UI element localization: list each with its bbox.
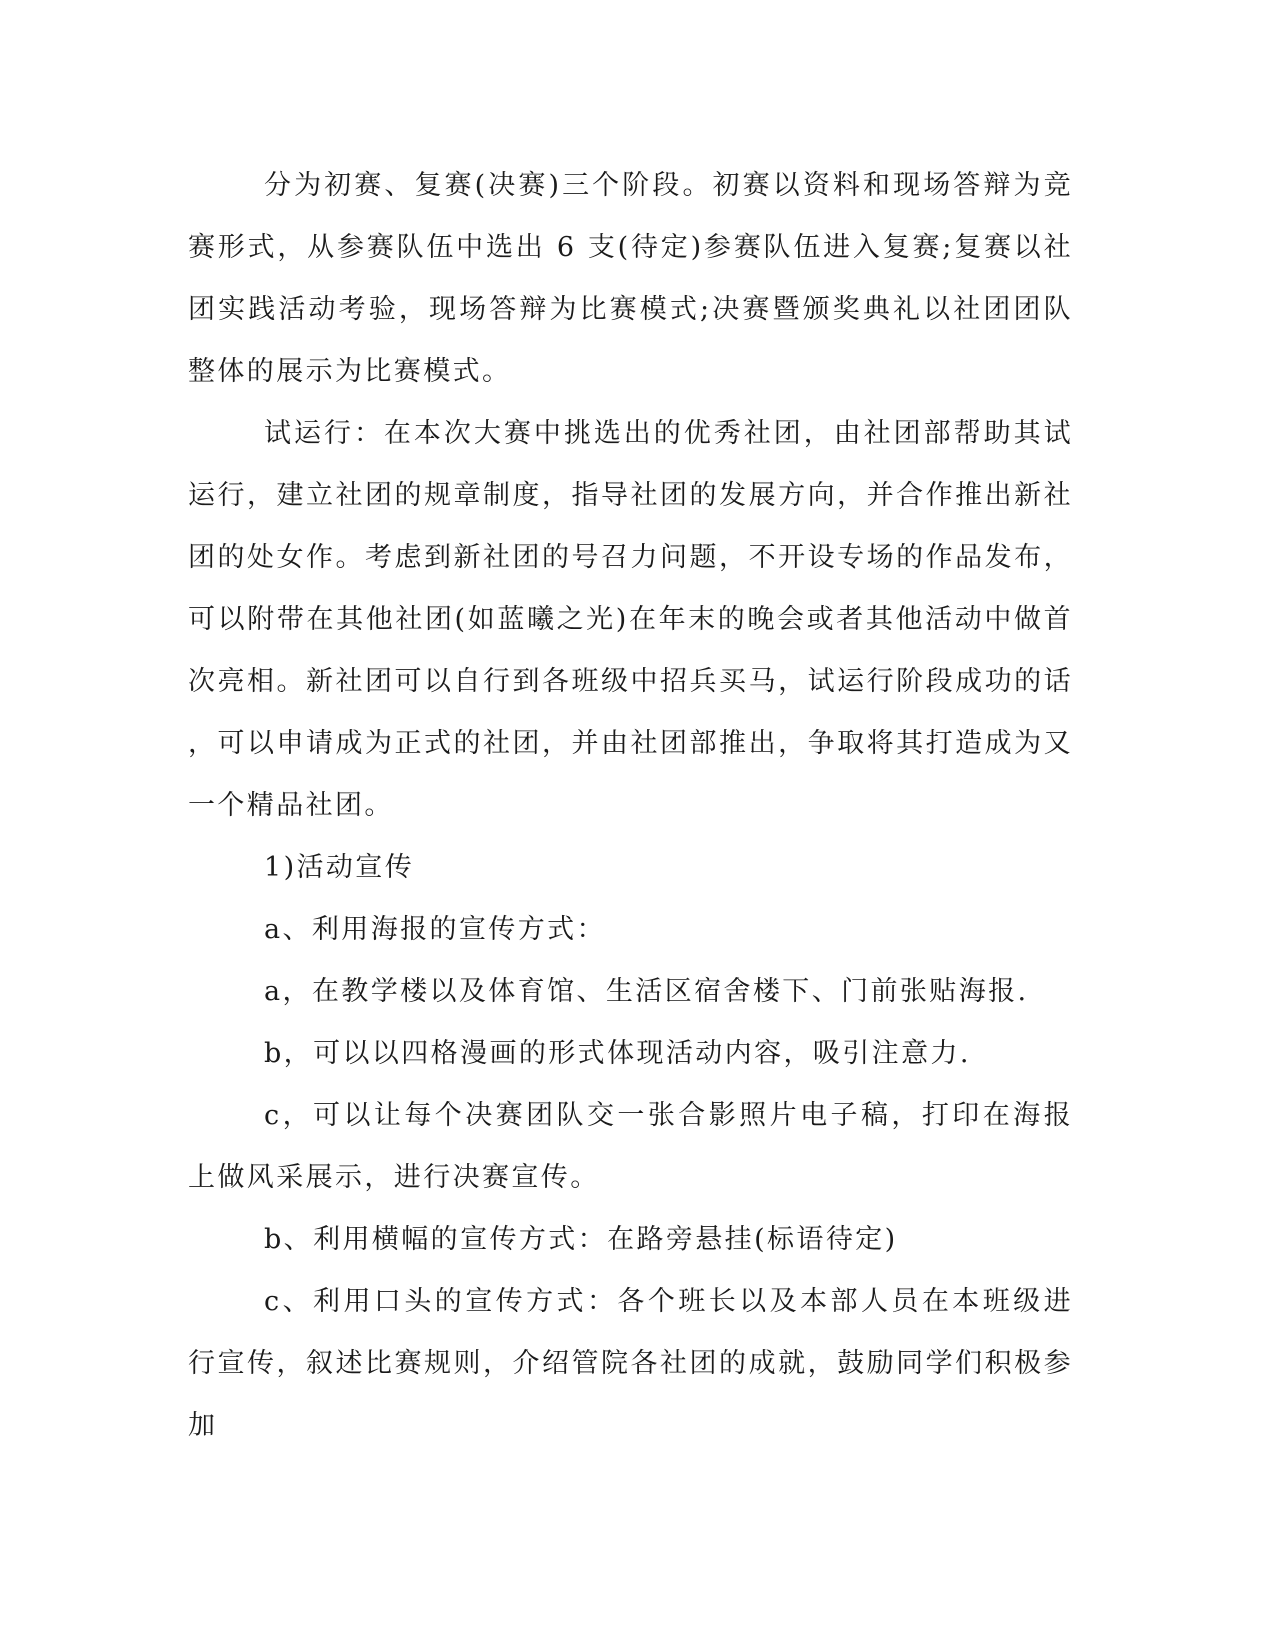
list-item-poster-c: c，可以让每个决赛团队交一张合影照片电子稿，打印在海报上做风采展示，进行决赛宣传。	[188, 1100, 1073, 1193]
list-item-poster-method: a、利用海报的宣传方式：	[264, 914, 606, 945]
heading-activity-promotion: 1)活动宣传	[264, 852, 415, 883]
paragraph-competition-stages: 分为初赛、复赛(决赛)三个阶段。初赛以资料和现场答辩为竞赛形式，从参赛队伍中选出 6 支(待定)参赛队伍进入复赛;复赛以社团实践活动考验，现场答辩为比赛模式;决赛暨颁奖典礼以社团团队整体的展示为比赛模式。	[188, 170, 1073, 387]
list-item-poster-a: a，在教学楼以及体育馆、生活区宿舍楼下、门前张贴海报.	[264, 976, 1029, 1007]
paragraph-trial-operation: 试运行：在本次大赛中挑选出的优秀社团，由社团部帮助其试运行，建立社团的规章制度，指导社团的发展方向，并合作推出新社团的处女作。考虑到新社团的号召力问题，不开设专场的作品发布，可以附带在其他社团(如蓝曦之光)在年末的晚会或者其他活动中做首次亮相。新社团可以自行到各班级中招兵买马，试运行阶段成功的话，可以申请成为正式的社团，并由社团部推出，争取将其打造成为又一个精品社团。	[188, 418, 1073, 821]
document-body	[188, 155, 1073, 1457]
list-item-banner-method: b、利用横幅的宣传方式：在路旁悬挂(标语待定)	[264, 1224, 898, 1255]
list-item-verbal-method: c、利用口头的宣传方式：各个班长以及本部人员在本班级进行宣传，叙述比赛规则，介绍管院各社团的成就，鼓励同学们积极参加	[188, 1286, 1073, 1441]
list-item-poster-b: b，可以以四格漫画的形式体现活动内容，吸引注意力.	[264, 1038, 971, 1069]
